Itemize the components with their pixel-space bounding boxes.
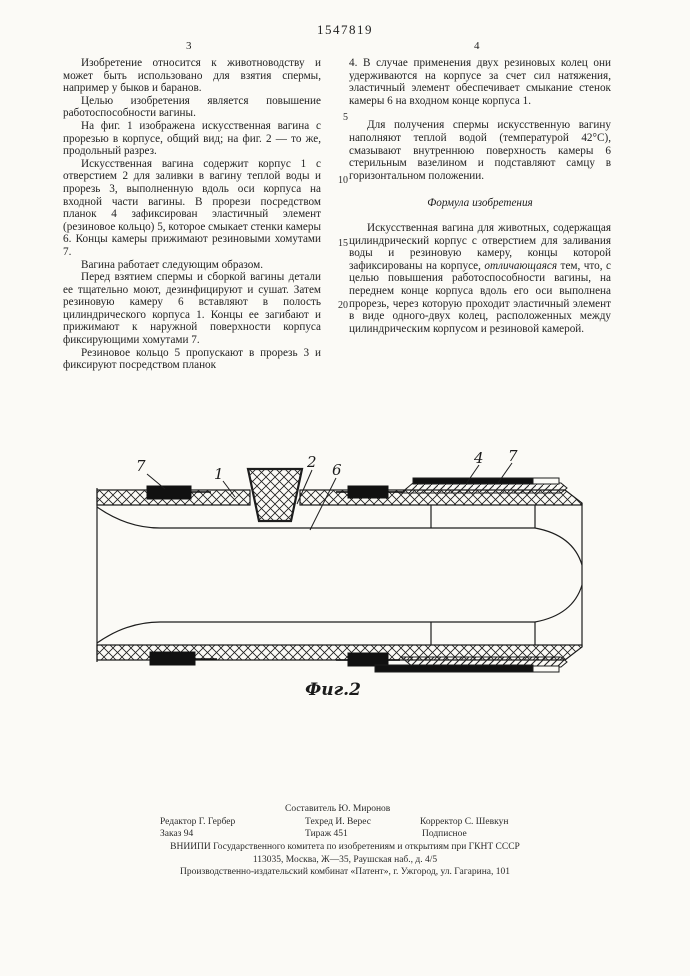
claim-text-before: Искусственная вагина для животных, содержащая цилиндрический корпус с отверстием для заливания воды и резиновую камеру, концы которой зафиксированы на корпусе, (349, 221, 611, 272)
gutter-line-number-20: 20 (338, 300, 348, 311)
clamp-top-middle (348, 486, 388, 498)
plank-end-top (533, 478, 559, 484)
footer-compiler: Составитель Ю. Миронов (285, 804, 391, 814)
right-column-page-number: 4 (474, 40, 480, 52)
paragraph: Изобретение относится к животноводству и может быть использовано для взятия спермы, например у быков и баранов. (63, 57, 321, 95)
paragraph: Целью изобретения является повышение работоспособности вагины. (63, 94, 321, 120)
figure-label-camera: 6 (332, 461, 342, 479)
claim-paragraph (349, 222, 611, 335)
left-text-column (63, 57, 321, 372)
figure-label-clamp-left: 7 (136, 457, 146, 475)
clamp-bottom-middle (348, 653, 388, 666)
footer-corrector: Корректор С. Шевкун (420, 817, 509, 827)
footer-address: 113035, Москва, Ж—35, Раушская наб., д. 4/5 (252, 855, 438, 865)
figure-label-opening: 2 (307, 453, 317, 471)
camera-cap-curve-top (535, 528, 582, 565)
left-column-page-number: 3 (186, 40, 192, 52)
paragraph: Резиновое кольцо 5 пропускают в прорезь 3 и фиксируют посредством планок (63, 346, 321, 372)
paragraph: Искусственная вагина содержит корпус 1 с отверстием 2 для заливки в вагину теплой воды и прорезь 3, выполненную вдоль оси корпуса на входной части вагины. В прорези посредством планок 4 зафиксирован эластичный элемент (резиновое кольцо) 5, которое смыкает стенки камеры 6. Концы камеры прижимают резиновыми хомутами 7. (63, 157, 321, 258)
claims-heading: Формула изобретения (427, 197, 533, 210)
footer-organization: ВНИИПИ Государственного комитета по изобретениям и открытиям при ГКНТ СССР (170, 842, 520, 852)
footer-publisher: Производственно-издательский комбинат «Патент», г. Ужгород, ул. Гагарина, 101 (180, 867, 510, 877)
gutter-line-number-5: 5 (343, 112, 348, 123)
paragraph: На фиг. 1 изображена искусственная вагина с прорезью в корпусе, общий вид; на фиг. 2 — то же, продольный разрез. (63, 119, 321, 158)
footer-subscription: Подписное (422, 829, 467, 839)
clamp-bottom-left (150, 652, 195, 665)
patent-number: 1547819 (317, 22, 373, 37)
rubber-camera-bottom-line (97, 622, 535, 643)
paragraph: Перед взятием спермы и сборкой вагины детали ее тщательно моют, дезинфицируют и сушат. Затем резиновую камеру 6 вставляют в полость цилиндрического корпуса 1. Концы ее загибают и прижимают к наружной поверхности корпуса фиксирующими хомутами 7. (63, 271, 321, 347)
claim-distinguishing-word: отличающаяся (484, 259, 558, 272)
paragraph: 4. В случае применения двух резиновых колец они удерживаются на корпусе за счет сил натяжения, эластичный элемент обеспечивает смыкание стенок камеры 6 на входном конце корпуса 1. (349, 57, 611, 107)
plank-end-bottom (533, 666, 559, 672)
figure-caption: Фиг.2 (305, 680, 361, 700)
footer-circulation: Тираж 451 (305, 829, 348, 839)
paragraph: Для получения спермы искусственную вагину наполняют теплой водой (температурой 42°С), смазывают внутреннюю поверхность камеры 6 стерильным вазелином и подставляют самцу в горизонтальном положении. (349, 119, 611, 182)
figure-2-drawing (95, 450, 595, 700)
right-text-column (349, 57, 611, 335)
figure-label-body: 1 (214, 465, 224, 483)
gutter-line-number-10: 10 (338, 175, 348, 186)
footer-techred: Техред И. Верес (305, 817, 371, 827)
paragraph: Вагина работает следующим образом. (81, 258, 264, 271)
footer-order: Заказ 94 (160, 829, 194, 839)
water-opening-plug (248, 469, 302, 521)
gutter-line-number-15: 15 (338, 238, 348, 249)
claim-text-after: тем, что, с целью повышения работоспособности вагины, на переднем конце корпуса вдоль его оси выполнена прорезь, через которую проходит эластичный элемент в виде одного-двух колец, расположенных между цилиндрическим корпусом и резиновой камерой. (349, 259, 611, 335)
plank-ring-top (413, 478, 533, 484)
fixing-planks (375, 478, 567, 672)
plank-ring-bottom (375, 665, 533, 672)
camera-cap-curve-bottom (535, 585, 582, 622)
figure-label-plank: 4 (474, 450, 484, 467)
clamp-top-left (147, 486, 191, 499)
footer-editor: Редактор Г. Гербер (160, 817, 236, 827)
figure-label-clamp-right: 7 (508, 450, 518, 465)
